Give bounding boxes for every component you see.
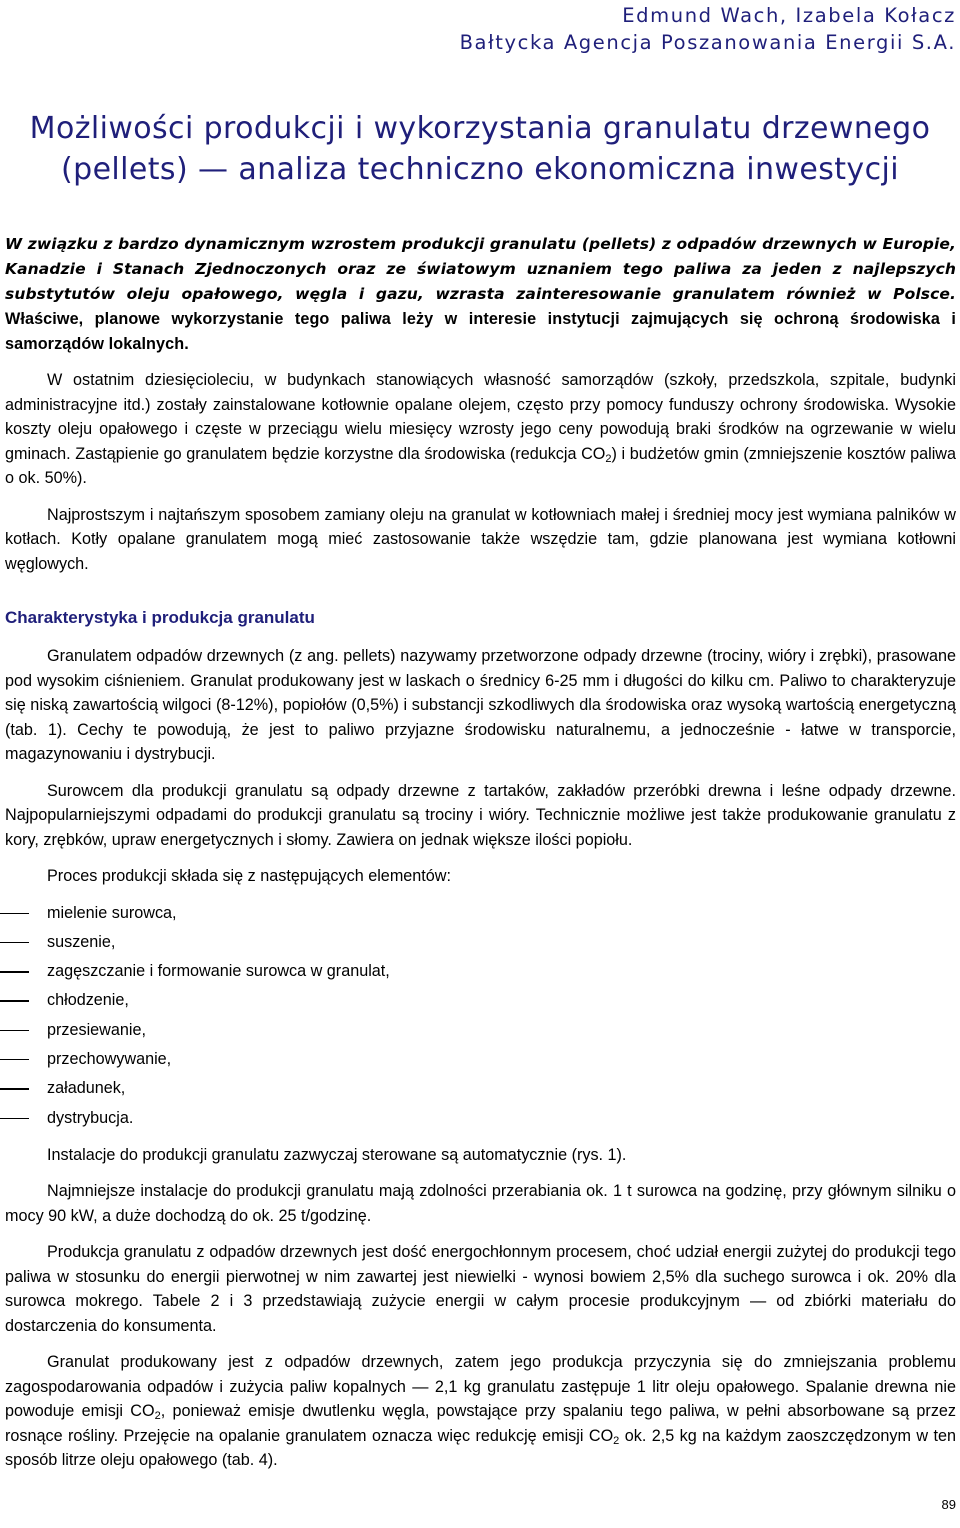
dash-bullet bbox=[0, 942, 29, 944]
paragraph-5: Proces produkcji składa się z następujących elementów: bbox=[47, 867, 451, 885]
dash-bullet bbox=[0, 971, 29, 973]
article-body bbox=[5, 232, 956, 1485]
title-line-1: Możliwości produkcji i wykorzystania granulatu drzewnego bbox=[29, 111, 931, 146]
dash-bullet bbox=[0, 1000, 29, 1002]
paragraph-9 bbox=[5, 1350, 956, 1473]
paragraph-1-subscript: 2 bbox=[605, 452, 612, 465]
list-item bbox=[5, 899, 956, 928]
dash-bullet bbox=[0, 1030, 29, 1032]
dash-bullet bbox=[0, 1059, 29, 1061]
list-item-text: mielenie surowca, bbox=[47, 903, 177, 922]
dash-bullet bbox=[0, 913, 29, 915]
list-item bbox=[5, 957, 956, 986]
list-item bbox=[5, 928, 956, 957]
header-organization: Bałtycka Agencja Poszanowania Energii S.A. bbox=[459, 31, 956, 54]
paragraph-9-text-b: , ponieważ emisje dwutlenku węgla, powstające przy spalaniu tego paliwa, w pełni absorbowane są przez rosnące rośliny. Przejęcie na opalanie granulatem oznacza więc redukcję emisji CO bbox=[5, 1402, 957, 1445]
list-item bbox=[5, 986, 956, 1015]
list-item bbox=[5, 1045, 956, 1074]
section-heading: Charakterystyka i produkcja granulatu bbox=[5, 608, 315, 627]
dash-bullet bbox=[0, 1088, 29, 1090]
list-item bbox=[5, 1016, 956, 1045]
paragraph-8: Produkcja granulatu z odpadów drzewnych jest dość energochłonnym procesem, choć udział energii zużytej do produkcji tego paliwa w stosunku do energii pierwotnej w nim zawartej jest niewielki - wynosi bowiem 2,5% dla suchego surowca i ok. 20% dla surowca mokrego. Tabele 2 i 3 przedstawiają zużycie energii w całym procesie produkcyjnym — od zbiórki materiału do dostarczenia do konsumenta. bbox=[5, 1243, 956, 1335]
list-item-text: załadunek, bbox=[47, 1079, 126, 1098]
paragraph-9-text-a: Granulat produkowany jest z odpadów drzewnych, zatem jego produkcja przyczynia się do zmniejszania problemu zagospodarowania odpadów i zużycia paliw kopalnych — 2,1 kg granulatu zastępuje 1 litr oleju opałowego. Spalanie drewna nie powoduje emisji CO bbox=[5, 1353, 956, 1421]
paragraph-9-subscript-2: 2 bbox=[613, 1434, 620, 1447]
paragraph-6: Instalacje do produkcji granulatu zazwyczaj sterowane są automatycznie (rys. 1). bbox=[47, 1145, 627, 1164]
list-item-text: przechowywanie, bbox=[47, 1049, 172, 1068]
paragraph-9-text-c: ok. 2,5 kg na każdym zaoszczędzonym w ten sposób litrze oleju opałowego (tab. 4). bbox=[5, 1426, 956, 1470]
intro-upright: Właściwe, planowe wykorzystanie tego paliwa leży w interesie instytucji zajmujących się ochroną środowiska i samorządów lokalnych. bbox=[5, 310, 956, 353]
header-authors: Edmund Wach, Izabela Kołacz bbox=[622, 4, 956, 27]
title-line-2: (pellets) — analiza techniczno ekonomiczna inwestycji bbox=[61, 152, 899, 187]
paragraph-9-subscript-1: 2 bbox=[154, 1410, 161, 1423]
list-item-text: suszenie, bbox=[47, 932, 116, 951]
list-item-text: przesiewanie, bbox=[47, 1020, 146, 1039]
dash-bullet bbox=[0, 1118, 29, 1120]
list-item bbox=[5, 1074, 956, 1103]
list-item-text: chłodzenie, bbox=[47, 991, 129, 1010]
paragraph-3: Granulatem odpadów drzewnych (z ang. pellets) nazywamy przetworzone odpady drzewne (trociny, wióry i zrębki), prasowane pod wysokim ciśnieniem. Granulat produkowany jest w laskach o średnicy 6-25 mm i długości do kilku cm. Paliwo to charakteryzuje się niską zawartością wilgoci (8-12%), popiołów (0,5%) i substancji szkodliwych dla środowiska oraz wysoką wartością energetyczną (tab. 1). Cechy te powodują, że jest to paliwo przyjazne środowisku naturalnemu, a jednocześnie - łatwe w transporcie, magazynowaniu i dystrybucji. bbox=[5, 647, 956, 763]
paragraph-2: Najprostszym i najtańszym sposobem zamiany oleju na granulat w kotłowniach małej i średniej mocy jest wymiana palników w kotłach. Kotły opalane granulatem mogą mieć zastosowanie także wszędzie tam, gdzie planowana jest wymiana kotłowni węglowych. bbox=[5, 505, 956, 573]
paragraph-1-text-a: W ostatnim dziesięcioleciu, w budynkach stanowiących własność samorządów (szkoły, przedszkola, szpitale, budynki administracyjne itd.) zostały zainstalowane kotłownie opalane olejem, często przy pomocy funduszy ochrony środowiska. Wysokie koszty oleju opałowego i częste w przeciągu wielu miesięcy wzrosty jego ceny powodują braki środków na ogrzewanie w wielu gminach. Zastąpienie go granulatem będzie korzystne dla środowiska (redukcja CO bbox=[5, 371, 956, 463]
page-number: 89 bbox=[941, 1497, 956, 1512]
process-list bbox=[5, 899, 956, 1133]
intro-paragraph bbox=[5, 232, 956, 357]
paragraph-1 bbox=[5, 368, 956, 491]
list-item bbox=[5, 1104, 956, 1133]
list-item-text: zagęszczanie i formowanie surowca w granulat, bbox=[47, 962, 390, 981]
article-title bbox=[0, 108, 960, 190]
page-header bbox=[460, 2, 956, 56]
intro-italic: W związku z bardzo dynamicznym wzrostem produkcji granulatu (pellets) z odpadów drzewnych w Europie, Kanadzie i Stanach Zjednoczonych oraz ze światowym uznaniem tego paliwa za jeden z najlepszych substytutów oleju opałowego, węgla i gazu, wzrasta zainteresowanie granulatem również w Polsce. bbox=[5, 235, 956, 303]
paragraph-1-text-b: ) i budżetów gmin (zmniejszenie kosztów paliwa o ok. 50%). bbox=[5, 444, 956, 487]
list-item-text: dystrybucja. bbox=[47, 1108, 134, 1127]
paragraph-4: Surowcem dla produkcji granulatu są odpady drzewne z tartaków, zakładów przeróbki drewna i leśne odpady drzewne. Najpopularniejszymi odpadami do produkcji granulatu są trociny i wióry. Technicznie możliwe jest także produkowanie granulatu z kory, zrębków, upraw energetycznych i słomy. Zawiera on jednak większe ilości popiołu. bbox=[5, 781, 956, 849]
paragraph-7: Najmniejsze instalacje do produkcji granulatu mają zdolności przerabiania ok. 1 t surowca na godzinę, przy głównym silniku o mocy 90 kW, a duże dochodzą do ok. 25 t/godzinę. bbox=[5, 1182, 956, 1225]
